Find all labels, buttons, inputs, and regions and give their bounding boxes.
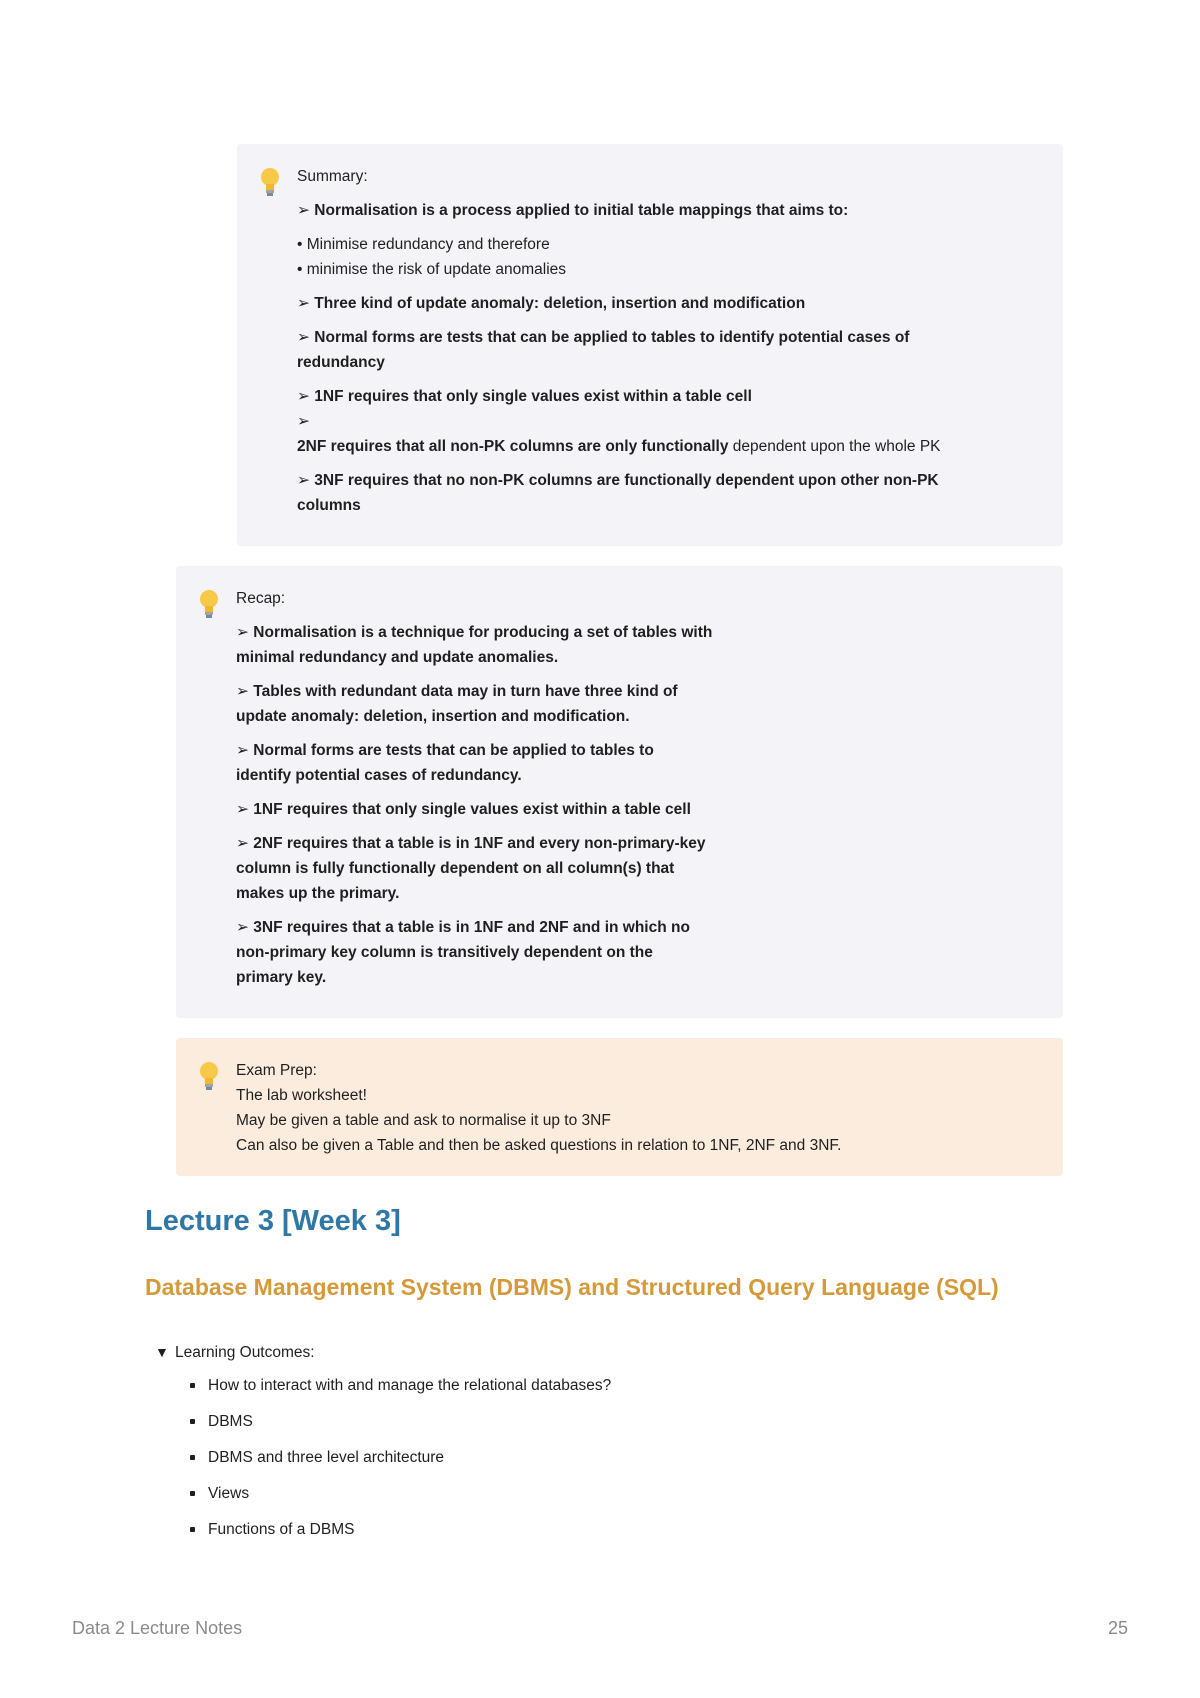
summary-sub-item: • Minimise redundancy and therefore xyxy=(297,236,550,253)
footer-title: Data 2 Lecture Notes xyxy=(72,1618,243,1638)
exam-prep-callout xyxy=(176,1038,1063,1176)
list-item xyxy=(190,1373,611,1409)
lightbulb-icon xyxy=(196,588,222,620)
lightbulb-icon xyxy=(196,1060,222,1092)
summary-point: ➢ 1NF requires that only single values exist within a table cell xyxy=(297,388,752,405)
recap-callout xyxy=(176,566,1063,1018)
summary-point-cont: redundancy xyxy=(297,354,385,371)
list-item-text: Views xyxy=(208,1485,250,1502)
toggle-label: Learning Outcomes: xyxy=(175,1344,315,1361)
recap-point-cont: column is fully functionally dependent on all column(s) that xyxy=(236,860,675,877)
section-heading: Database Management System (DBMS) and Structured Query Language (SQL) xyxy=(145,1274,999,1300)
bullet-icon xyxy=(190,1527,195,1532)
summary-point: ➢ 3NF requires that no non-PK columns are functionally dependent upon other non-PK xyxy=(297,472,939,489)
summary-callout xyxy=(237,144,1063,546)
list-item xyxy=(190,1445,611,1481)
list-item xyxy=(190,1409,611,1445)
recap-point-cont: identify potential cases of redundancy. xyxy=(236,767,522,784)
summary-point: ➢ Normal forms are tests that can be applied to tables to identify potential cases of xyxy=(297,329,910,346)
recap-point: ➢ Tables with redundant data may in turn have three kind of xyxy=(236,683,678,700)
lecture-heading: Lecture 3 [Week 3] xyxy=(145,1205,401,1237)
recap-point: ➢ 2NF requires that a table is in 1NF and every non-primary-key xyxy=(236,835,706,852)
bullet-icon xyxy=(190,1383,195,1388)
summary-point-cont: columns xyxy=(297,497,361,514)
recap-point-cont: update anomaly: deletion, insertion and modification. xyxy=(236,708,630,725)
page-number: 25 xyxy=(1107,1618,1128,1638)
recap-point: ➢ 3NF requires that a table is in 1NF and 2NF and in which no xyxy=(236,919,690,936)
summary-point-bold: 2NF requires that all non-PK columns are only functionally xyxy=(297,438,729,455)
list-item-text: DBMS and three level architecture xyxy=(208,1449,445,1466)
bullet-icon xyxy=(190,1491,195,1496)
recap-point: ➢ 1NF requires that only single values exist within a table cell xyxy=(236,801,691,818)
recap-point-cont: minimal redundancy and update anomalies. xyxy=(236,649,559,666)
recap-point-cont: non-primary key column is transitively dependent on the xyxy=(236,944,653,961)
recap-point-cont: primary key. xyxy=(236,969,327,986)
learning-outcomes-toggle[interactable] xyxy=(155,1340,315,1365)
list-item-text: DBMS xyxy=(208,1413,253,1430)
summary-point: ➢ Three kind of update anomaly: deletion, insertion and modification xyxy=(297,295,806,312)
lightbulb-icon xyxy=(257,166,283,198)
learning-outcomes-list xyxy=(190,1373,611,1553)
list-item xyxy=(190,1481,611,1517)
list-item xyxy=(190,1517,611,1553)
recap-point: ➢ Normal forms are tests that can be applied to tables to xyxy=(236,742,654,759)
exam-prep-line: Can also be given a Table and then be asked questions in relation to 1NF, 2NF and 3NF. xyxy=(236,1137,842,1154)
bullet-icon xyxy=(190,1419,195,1424)
exam-prep-line: The lab worksheet! xyxy=(236,1087,367,1104)
recap-point: ➢ Normalisation is a technique for producing a set of tables with xyxy=(236,624,713,641)
summary-sub-item: • minimise the risk of update anomalies xyxy=(297,261,567,278)
list-item-text: Functions of a DBMS xyxy=(208,1521,355,1538)
summary-intro: ➢ Normalisation is a process applied to initial table mappings that aims to: xyxy=(297,202,849,219)
triangle-down-icon[interactable]: ▼ xyxy=(155,1344,169,1360)
summary-point-normal: dependent upon the whole PK xyxy=(728,438,941,455)
list-item-text: How to interact with and manage the relational databases? xyxy=(208,1377,612,1394)
summary-point xyxy=(297,434,1043,459)
recap-title: Recap: xyxy=(236,590,286,607)
recap-point-cont: makes up the primary. xyxy=(236,885,400,902)
bullet-icon xyxy=(190,1455,195,1460)
exam-prep-title: Exam Prep: xyxy=(236,1062,317,1079)
exam-prep-line: May be given a table and ask to normalise it up to 3NF xyxy=(236,1112,611,1129)
summary-title: Summary: xyxy=(297,168,368,185)
summary-point-arrow: ➢ xyxy=(297,413,310,430)
